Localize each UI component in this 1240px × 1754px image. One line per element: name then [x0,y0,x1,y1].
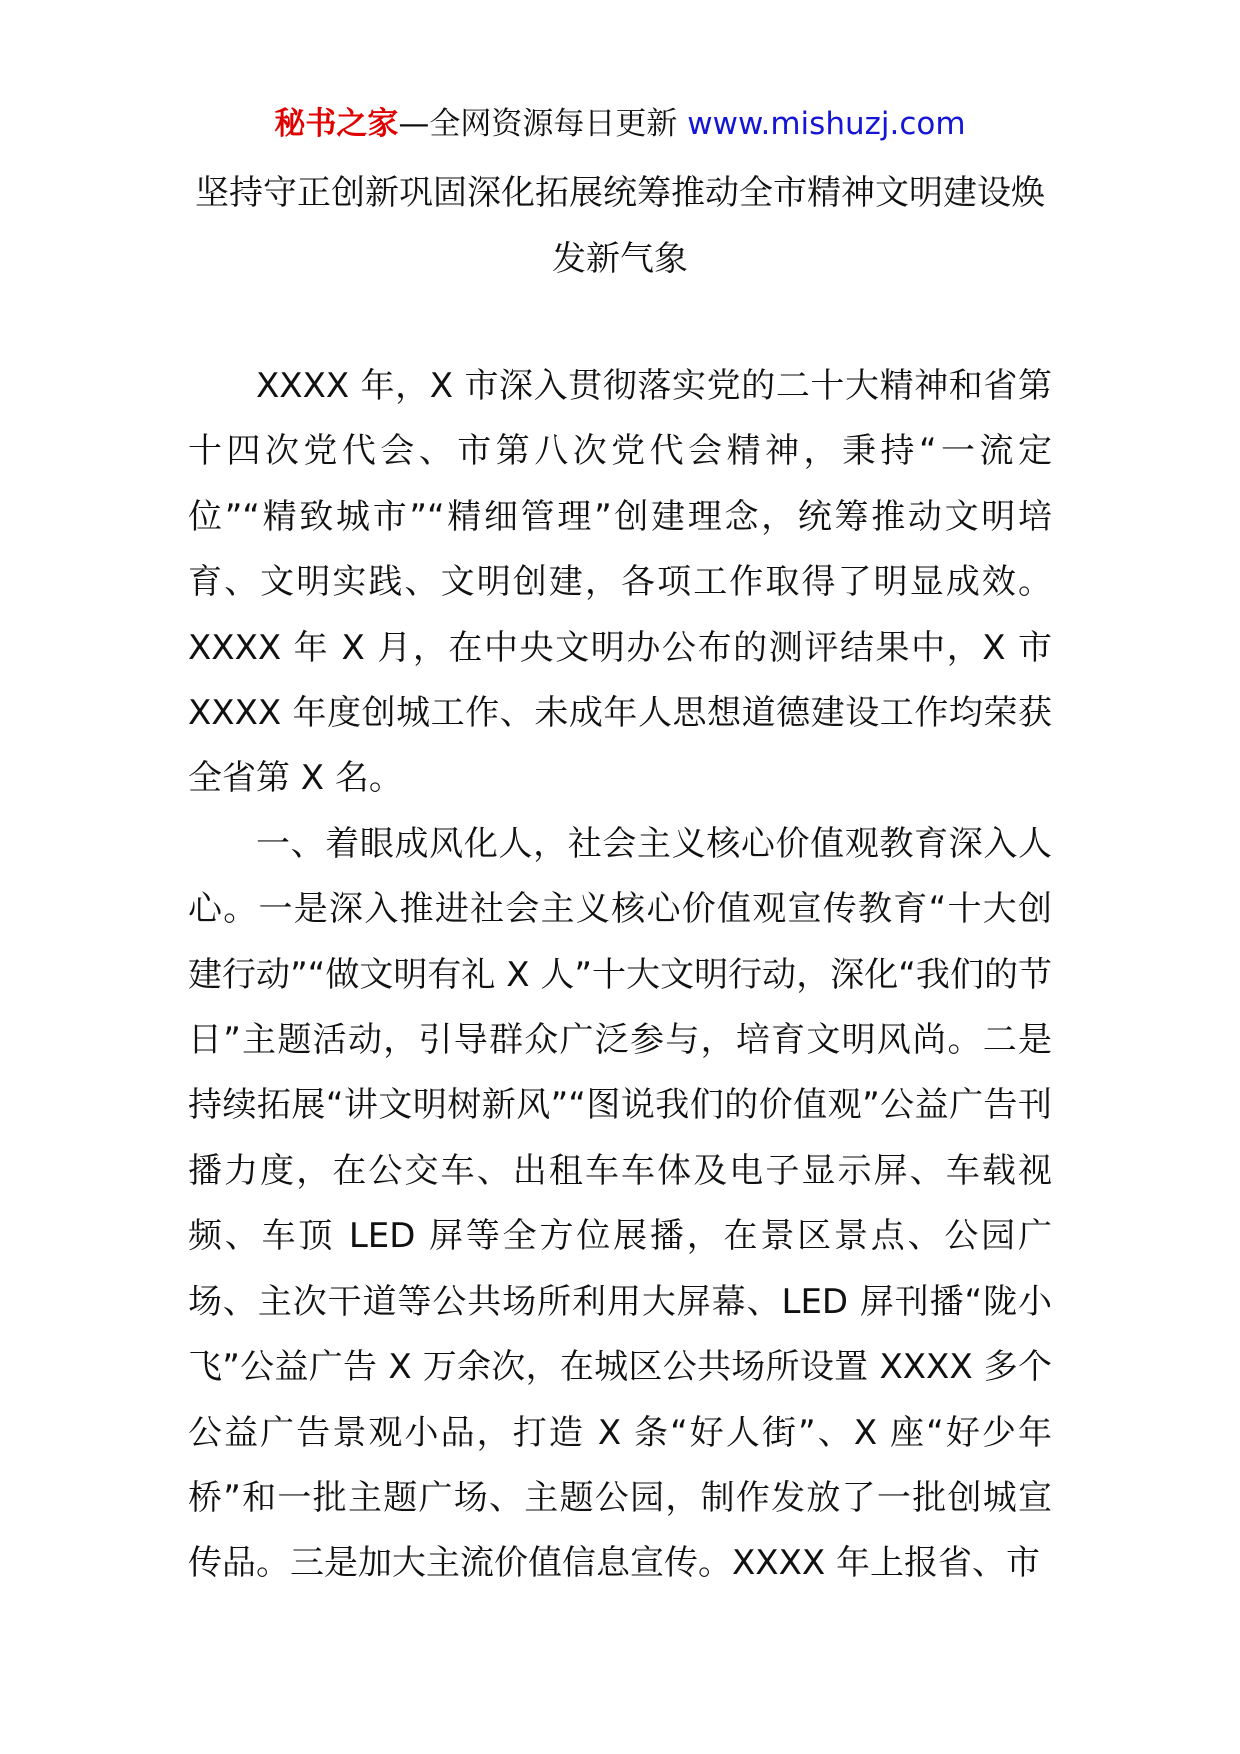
paragraph-section-1: 一、着眼成风化人，社会主义核心价值观教育深入人心。一是深入推进社会主义核心价值观宣传教育“十大创建行动”“做文明有礼 X 人”十大文明行动，深化“我们的节日”主题活动，引导群众广泛参与，培育文明风尚。二是持续拓展“讲文明树新风”“图说我们的价值观”公益广告刊播力度，在公交车、出租车车体及电子显示屏、车载视频、车顶 LED 屏等全方位展播，在景区景点、公园广场、主次干道等公共场所利用大屏幕、LED 屏刊播“陇小飞”公益广告 X 万余次，在城区公共场所设置 XXXX 多个公益广告景观小品，打造 X 条“好人街”、X 座“好少年桥”和一批主题广场、主题公园，制作发放了一批创城宣传品。三是加大主流价值信息宣传。XXXX 年上报省、市 [188,823,1052,1584]
document-body [188,354,1052,1597]
site-brand: 秘书之家 [274,106,399,142]
document-title: 坚持守正创新巩固深化拓展统筹推动全市精神文明建设焕发新气象 [195,173,1045,279]
paragraph-intro: XXXX 年，X 市深入贯彻落实党的二十大精神和省第十四次党代会、市第八次党代会精神，秉持“一流定位”“精致城市”“精细管理”创建理念，统筹推动文明培育、文明实践、文明创建，各项工作取得了明显成效。XXXX 年 X 月，在中央文明办公布的测评结果中，X 市 XXXX 年度创城工作、未成年人思想道德建设工作均荣获全省第 X 名。 [188,366,1052,799]
site-url-link[interactable]: www.mishuzj.com [687,106,966,142]
site-header [0,104,1240,144]
site-tagline: —全网资源每日更新 [398,106,678,142]
